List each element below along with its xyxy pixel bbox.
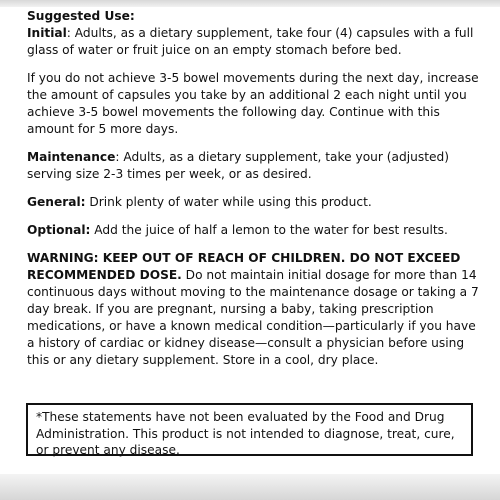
warning-label: WARNING: KEEP OUT OF REACH OF CHILDREN. DO NOT EXCEED RECOMMENDED DOSE.	[27, 251, 461, 282]
optional-section	[27, 222, 485, 239]
warning-text: Do not maintain initial dosage for more than 14 continuous days without moving to the maintenance dosage or taking a 7 day break. If you are pregnant, nursing a baby, taking prescription medications, or have a known medical condition—particularly if you have a history of cardiac or kidney disease—consult a physician before using this or any dietary supplement. Store in a cool, dry place.	[27, 268, 479, 367]
fda-disclaimer-box	[26, 403, 473, 456]
suggested-use-section	[27, 8, 485, 59]
increase-dosage-paragraph: If you do not achieve 3-5 bowel movements during the next day, increase the amount of capsules you take by an additional 2 each night until you achieve 3-5 bowel movements the following day. Continue with this amount for 5 more days.	[27, 71, 479, 136]
suggested-use-heading: Suggested Use:	[27, 9, 135, 23]
fda-disclaimer-text: *These statements have not been evaluated by the Food and Drug Administration. This product is not intended to diagnose, treat, cure, or prevent any disease.	[36, 410, 455, 457]
optional-label: Optional:	[27, 223, 91, 237]
optional-text: Add the juice of half a lemon to the water for best results.	[90, 223, 448, 237]
general-section	[27, 194, 485, 211]
supplement-label-text	[27, 8, 485, 380]
maintenance-section	[27, 149, 485, 183]
warning-section	[27, 250, 485, 369]
general-text: Drink plenty of water while using this product.	[85, 195, 372, 209]
initial-text: : Adults, as a dietary supplement, take four (4) capsules with a full glass of water or fruit juice on an empty stomach before bed.	[27, 26, 474, 57]
initial-label: Initial	[27, 26, 67, 40]
maintenance-text: : Adults, as a dietary supplement, take your (adjusted) serving size 2-3 times per week, or as desired.	[27, 150, 449, 181]
general-label: General:	[27, 195, 86, 209]
maintenance-label: Maintenance	[27, 150, 116, 164]
label-top-edge	[0, 0, 500, 7]
label-bottom-edge	[0, 474, 500, 500]
